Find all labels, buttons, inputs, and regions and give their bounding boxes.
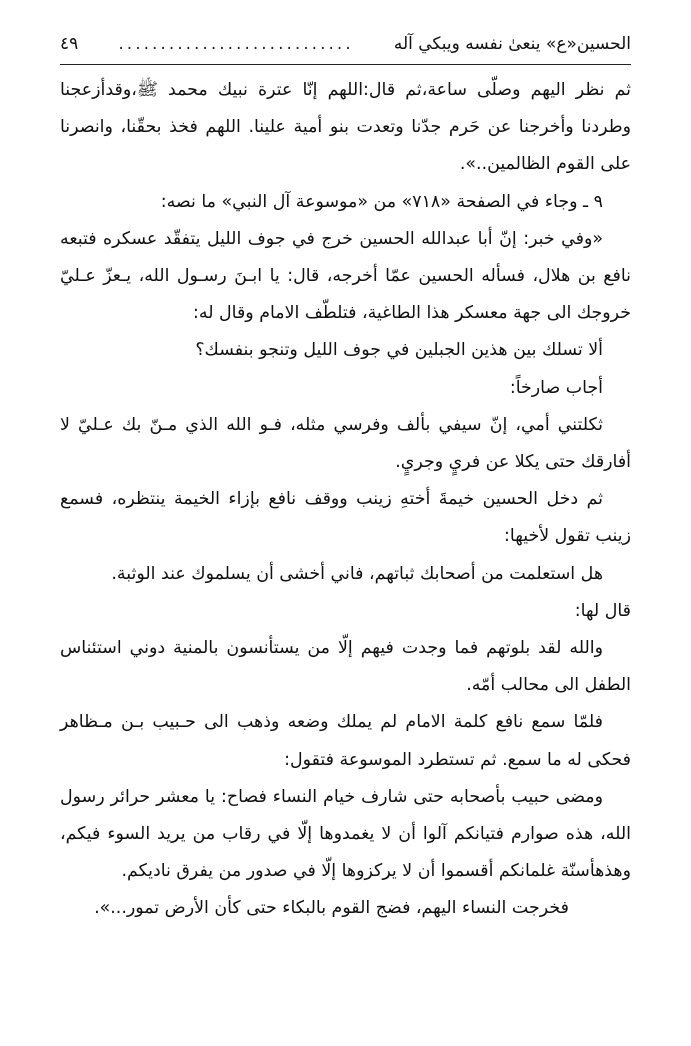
paragraph: ومضى حبيب بأصحابه حتى شارف خيام النساء فصاح: يا معشر حرائر رسول الله، هذه صوارم فتيانكم آلوا أن لا يغمدوها إلّا في رقاب من يريد السوء فيكم، وهذهأسنّة غلمانكم أقسموا أن لا يركزوها إلّا في صدور من يفرق ناديكم. xyxy=(60,786,631,882)
page-body xyxy=(60,72,631,928)
leader-dots: ............................ xyxy=(118,34,354,54)
running-header xyxy=(60,34,631,64)
paragraph: هل استعلمت من أصحابك ثباتهم، فاني أخشى أن يسلموك عند الوثبة. xyxy=(111,563,603,584)
paragraph: قال لها: xyxy=(574,600,631,621)
paragraph: فخرجت النساء اليهم، فضج القوم بالبكاء حتى كأن الأرض تمور...». xyxy=(94,898,569,919)
paragraph: ٩ ـ وجاء في الصفحة «٧١٨» من «موسوعة آل النبي» ما نصه: xyxy=(160,191,603,212)
paragraph: أجاب صارخاً: xyxy=(509,377,603,398)
paragraph: ثكلتني أمي، إنّ سيفي بألف وفرسي مثله، فـو الله الذي مـنّ بك عـليّ لا أفارقك حتى يكلا عن فريٍ وجريٍ. xyxy=(60,414,631,473)
paragraph: والله لقد بلوتهم فما وجدت فيهم إلّا من يستأنسون بالمنية دوني استئناس الطفل الى محالب أمّه. xyxy=(60,638,631,696)
page-number: ٤٩ xyxy=(60,34,79,54)
paragraph: ألا تسلك بين هذين الجبلين في جوف الليل وتنجو بنفسك؟ xyxy=(195,340,603,361)
paragraph: ثم نظر اليهم وصلّى ساعة،ثم قال:اللهم إنّا عترة نبيك محمد ﷺ،وقدأزعجنا وطردنا وأخرجنا عن حَرم جدّنا وتعدت بنو أمية علينا. اللهم فخذ بحقّنا، وانصرنا على القوم الظالمين..». xyxy=(60,80,631,175)
header-rule xyxy=(60,64,631,65)
paragraph: «وفي خبر: إنّ أبا عبدالله الحسين خرج في جوف الليل يتفقّد عسكره فتبعه نافع بن هلال، فسأله الحسين عمّا أخرجه، قال: يا ابـنَ رسـول الله، يـعزّ عـليّ خروجك الى جهة معسكر هذا الطاغية، فتلطّف الامام وقال له: xyxy=(60,228,631,324)
paragraph: ثم دخل الحسين خيمةَ أختهِ زينب ووقف نافع بإزاء الخيمة ينتظره، فسمع زينب تقول لأخيها: xyxy=(60,489,631,547)
running-title: الحسين«ع» ينعىٰ نفسه ويبكي آله xyxy=(393,34,631,54)
paragraph: فلمّا سمع نافع كلمة الامام لم يملك وضعه وذهب الى حـبيب بـن مـظاهر فحكى له ما سمع. ثم تستطرد الموسوعة فتقول: xyxy=(60,712,631,770)
